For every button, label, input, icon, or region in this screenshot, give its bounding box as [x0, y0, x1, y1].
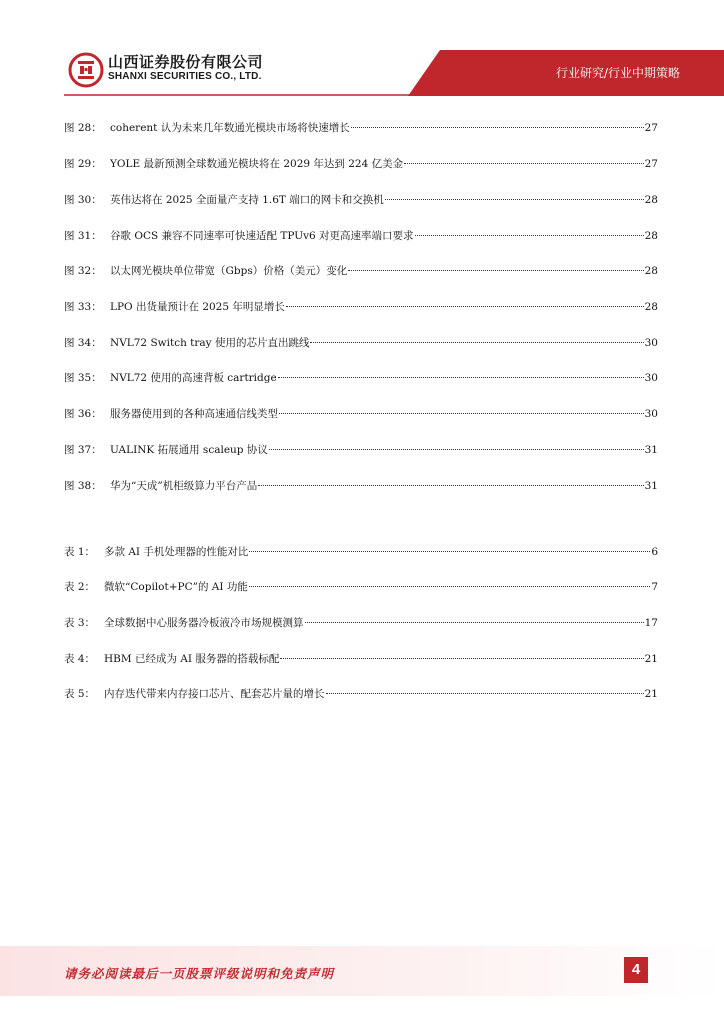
toc-entry-page: 7	[651, 581, 658, 593]
footer-disclaimer: 请务必阅读最后一页股票评级说明和免责声明	[64, 966, 335, 981]
toc-entry[interactable]	[64, 478, 658, 496]
toc-entry-title: 微软“Copilot+PC”的 AI 功能	[104, 581, 248, 593]
toc-entry-title: 英伟达将在 2025 全面量产支持 1.6T 端口的网卡和交换机	[110, 194, 384, 206]
toc-entry-label: 表 3：	[64, 617, 96, 629]
toc-entry-page: 31	[644, 480, 658, 492]
toc-entry-label: 图 35：	[64, 372, 102, 384]
toc-leader-dots	[278, 377, 644, 378]
toc-entry[interactable]	[64, 156, 658, 174]
toc-entry-title: coherent 认为未来几年数通光模块市场将快速增长	[110, 122, 350, 134]
toc-entry-page: 28	[644, 301, 658, 313]
toc-entry[interactable]	[64, 544, 658, 562]
toc-entry[interactable]	[64, 615, 658, 633]
toc-entry-title: 多款 AI 手机处理器的性能对比	[104, 546, 249, 558]
toc-entry-title: HBM 已经成为 AI 服务器的搭载标配	[104, 653, 280, 665]
toc-entry[interactable]	[64, 406, 658, 424]
toc-entry[interactable]	[64, 651, 658, 669]
toc-entry-page: 30	[644, 408, 658, 420]
toc-entry-label: 图 29：	[64, 158, 102, 170]
toc-entry-title: YOLE 最新预测全球数通光模块将在 2029 年达到 224 亿美金	[110, 158, 404, 170]
toc-leader-dots	[249, 586, 650, 587]
toc-leader-dots	[258, 485, 643, 486]
toc-entry-page: 17	[644, 617, 658, 629]
toc-leader-dots	[385, 199, 644, 200]
toc-entry-page: 31	[644, 444, 658, 456]
toc-entry-label: 图 37：	[64, 444, 102, 456]
toc-entry-label: 图 33：	[64, 301, 102, 313]
toc-leader-dots	[279, 413, 644, 414]
toc-entry-label: 图 34：	[64, 337, 102, 349]
toc-entry[interactable]	[64, 263, 658, 281]
toc-entry-page: 28	[644, 230, 658, 242]
toc-entry-title: NVL72 Switch tray 使用的芯片直出跳线	[110, 337, 310, 349]
report-category-tag: 行业研究/行业中期策略	[555, 66, 680, 80]
toc-entry[interactable]	[64, 192, 658, 210]
toc-entry-title: 以太网光模块单位带宽（Gbps）价格（美元）变化	[110, 265, 348, 277]
toc-entry[interactable]	[64, 686, 658, 704]
toc-entry-page: 27	[644, 158, 658, 170]
toc-entry-label: 表 1：	[64, 546, 96, 558]
toc-entry-page: 27	[644, 122, 658, 134]
company-name-en: SHANXI SECURITIES CO., LTD.	[108, 71, 262, 82]
toc-entry-label: 图 30：	[64, 194, 102, 206]
company-name-cn: 山西证券股份有限公司	[108, 53, 264, 71]
toc-entry-page: 28	[644, 194, 658, 206]
toc-leader-dots	[326, 693, 644, 694]
toc-entry-label: 图 32：	[64, 265, 102, 277]
toc-entry-page: 21	[644, 688, 658, 700]
toc-entry[interactable]	[64, 370, 658, 388]
toc-leader-dots	[310, 342, 643, 343]
toc-entry-title: 全球数据中心服务器冷板液冷市场规模测算	[104, 617, 304, 629]
page-number-badge: 4	[624, 957, 648, 983]
toc-leader-dots	[286, 306, 644, 307]
toc-entry[interactable]	[64, 442, 658, 460]
toc-entry-label: 图 28：	[64, 122, 102, 134]
company-logo-icon	[68, 52, 104, 88]
toc-entry[interactable]	[64, 579, 658, 597]
toc-entry-label: 图 38：	[64, 480, 102, 492]
toc-entry[interactable]	[64, 335, 658, 353]
toc-entry[interactable]	[64, 228, 658, 246]
page-header	[0, 0, 724, 96]
toc-entry-title: LPO 出货量预计在 2025 年明显增长	[110, 301, 285, 313]
toc-entry[interactable]	[64, 120, 658, 138]
toc-leader-dots	[351, 127, 644, 128]
toc-entry-title: NVL72 使用的高速背板 cartridge	[110, 372, 277, 384]
toc-entry-title: UALINK 拓展通用 scaleup 协议	[110, 444, 268, 456]
toc-entry-page: 30	[644, 372, 658, 384]
toc-leader-dots	[415, 235, 644, 236]
toc-entry-page: 6	[651, 546, 658, 558]
toc-entry[interactable]	[64, 299, 658, 317]
toc-entry-label: 表 2：	[64, 581, 96, 593]
toc-leader-dots	[280, 658, 643, 659]
toc-entry-label: 图 36：	[64, 408, 102, 420]
toc-entry-label: 表 4：	[64, 653, 96, 665]
toc-entry-title: 谷歌 OCS 兼容不同速率可快速适配 TPUv6 对更高速率端口要求	[110, 230, 414, 242]
toc-entry-page: 30	[644, 337, 658, 349]
toc-entry-title: 华为“天成”机柜级算力平台产品	[110, 480, 258, 492]
toc-entry-page: 21	[644, 653, 658, 665]
toc-leader-dots	[404, 163, 643, 164]
toc-entry-label: 表 5：	[64, 688, 96, 700]
toc-leader-dots	[348, 270, 643, 271]
toc-entry-page: 28	[644, 265, 658, 277]
toc-entry-title: 服务器使用到的各种高速通信线类型	[110, 408, 278, 420]
toc-leader-dots	[249, 551, 650, 552]
toc-leader-dots	[305, 622, 644, 623]
toc-entry-title: 内存迭代带来内存接口芯片、配套芯片量的增长	[104, 688, 325, 700]
toc-leader-dots	[269, 449, 644, 450]
toc-entry-label: 图 31：	[64, 230, 102, 242]
